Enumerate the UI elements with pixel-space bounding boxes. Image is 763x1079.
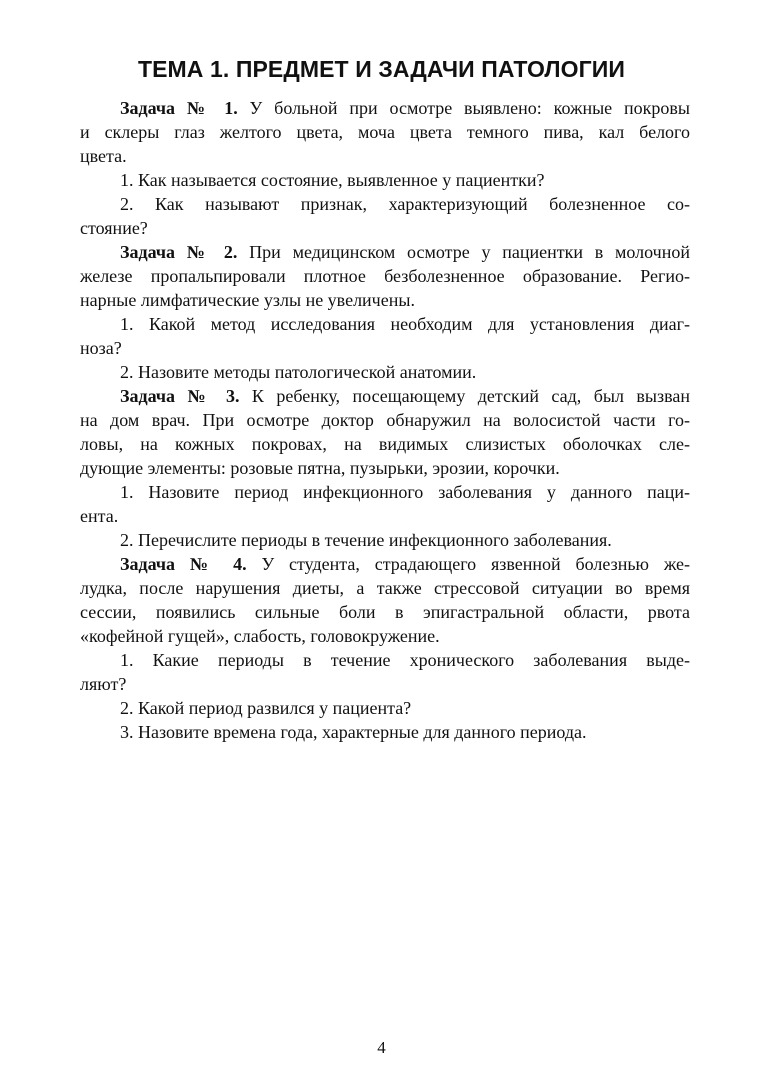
task-label: Задача № 1.	[120, 98, 238, 118]
line-content	[80, 578, 690, 598]
question-paragraph	[80, 696, 690, 720]
task-paragraph	[80, 384, 690, 480]
text-line	[80, 360, 690, 384]
line-content	[120, 362, 476, 382]
line-content	[80, 602, 690, 622]
line-content	[120, 650, 690, 670]
task-paragraph	[80, 96, 690, 168]
text-line	[80, 576, 690, 600]
line-content	[80, 146, 127, 166]
line-text: 2. Какой период развился у пациента?	[120, 698, 412, 718]
line-text: 1. Какой метод исследования необходим для установления диаг-	[120, 314, 690, 334]
line-text: 3. Назовите времена года, характерные для данного периода.	[120, 722, 587, 742]
line-content	[80, 626, 440, 646]
question-paragraph	[80, 360, 690, 384]
line-content	[120, 242, 690, 262]
task-paragraph	[80, 552, 690, 648]
text-line	[80, 456, 690, 480]
line-text: стояние?	[80, 218, 148, 238]
text-line	[80, 672, 690, 696]
line-content	[80, 674, 126, 694]
text-line	[80, 600, 690, 624]
line-text: 2. Назовите методы патологической анатомии.	[120, 362, 477, 382]
line-text: на дом врач. При осмотре доктор обнаружил на волосистой части го-	[80, 410, 690, 430]
line-content	[80, 338, 122, 358]
line-text: ловы, на кожных покровах, на видимых слизистых оболочках сле-	[80, 434, 690, 454]
line-text: лудка, после нарушения диеты, а также стрессовой ситуации во время	[80, 578, 690, 598]
task-label: Задача № 3.	[120, 386, 240, 406]
line-content	[120, 554, 690, 574]
text-line	[80, 240, 690, 264]
question-paragraph	[80, 720, 690, 744]
question-paragraph	[80, 168, 690, 192]
text-line	[80, 216, 690, 240]
line-text: 1. Какие периоды в течение хронического заболевания выде-	[120, 650, 690, 670]
text-line	[80, 552, 690, 576]
line-text: ноза?	[80, 338, 122, 358]
line-content	[120, 170, 545, 190]
line-content	[120, 698, 411, 718]
text-line	[80, 264, 690, 288]
text-line	[80, 624, 690, 648]
line-text: 1. Как называется состояние, выявленное у пациентки?	[120, 170, 545, 190]
question-paragraph	[80, 648, 690, 696]
line-text: ента.	[80, 506, 119, 526]
line-content	[80, 458, 560, 478]
line-content	[80, 266, 690, 286]
line-text: 2. Как называют признак, характеризующий болезненное со-	[120, 194, 690, 214]
task-label: Задача № 2.	[120, 242, 238, 262]
line-text: У больной при осмотре выявлено: кожные покровы	[237, 98, 690, 118]
page-title: ТЕМА 1. ПРЕДМЕТ И ЗАДАЧИ ПАТОЛОГИИ	[137, 56, 626, 82]
line-text: нарные лимфатические узлы не увеличены.	[80, 290, 415, 310]
task-paragraph	[80, 240, 690, 312]
line-text: железе пропальпировали плотное безболезненное образование. Регио-	[80, 266, 690, 286]
line-content	[120, 722, 587, 742]
line-text: сессии, появились сильные боли в эпигастральной области, рвота	[80, 602, 690, 622]
line-content	[80, 410, 690, 430]
text-line	[80, 336, 690, 360]
line-text: К ребенку, посещающему детский сад, был вызван	[239, 386, 690, 406]
page-number: 4	[377, 1038, 386, 1057]
text-line	[80, 312, 690, 336]
line-content	[80, 434, 690, 454]
text-line	[80, 696, 690, 720]
line-text: «кофейной гущей», слабость, головокружение.	[80, 626, 440, 646]
line-text: ляют?	[80, 674, 127, 694]
line-content	[120, 98, 690, 118]
text-line	[80, 120, 690, 144]
text-line	[80, 96, 690, 120]
line-text: 1. Назовите период инфекционного заболевания у данного паци-	[120, 482, 690, 502]
text-line	[80, 144, 690, 168]
text-line	[80, 720, 690, 744]
question-paragraph	[80, 312, 690, 360]
line-content	[80, 290, 415, 310]
line-text: дующие элементы: розовые пятна, пузырьки, эрозии, корочки.	[80, 458, 560, 478]
question-paragraph	[80, 528, 690, 552]
line-content	[80, 506, 118, 526]
document-body	[80, 96, 690, 744]
line-text: и склеры глаз желтого цвета, моча цвета темного пива, кал белого	[80, 122, 690, 142]
text-line	[80, 648, 690, 672]
text-line	[80, 192, 690, 216]
text-line	[80, 168, 690, 192]
text-line	[80, 408, 690, 432]
text-line	[80, 504, 690, 528]
text-line	[80, 480, 690, 504]
line-content	[120, 530, 612, 550]
text-line	[80, 384, 690, 408]
line-content	[120, 314, 690, 334]
line-content	[120, 482, 690, 502]
text-line	[80, 288, 690, 312]
line-text: цвета.	[80, 146, 127, 166]
question-paragraph	[80, 480, 690, 528]
line-content	[80, 122, 690, 142]
text-line	[80, 528, 690, 552]
line-text: При медицинском осмотре у пациентки в молочной	[237, 242, 690, 262]
line-content	[120, 194, 690, 214]
task-label: Задача № 4.	[120, 554, 247, 574]
text-line	[80, 432, 690, 456]
question-paragraph	[80, 192, 690, 240]
line-text: У студента, страдающего язвенной болезнью же-	[246, 554, 690, 574]
line-content	[120, 386, 690, 406]
line-text: 2. Перечислите периоды в течение инфекционного заболевания.	[120, 530, 612, 550]
line-content	[80, 218, 148, 238]
